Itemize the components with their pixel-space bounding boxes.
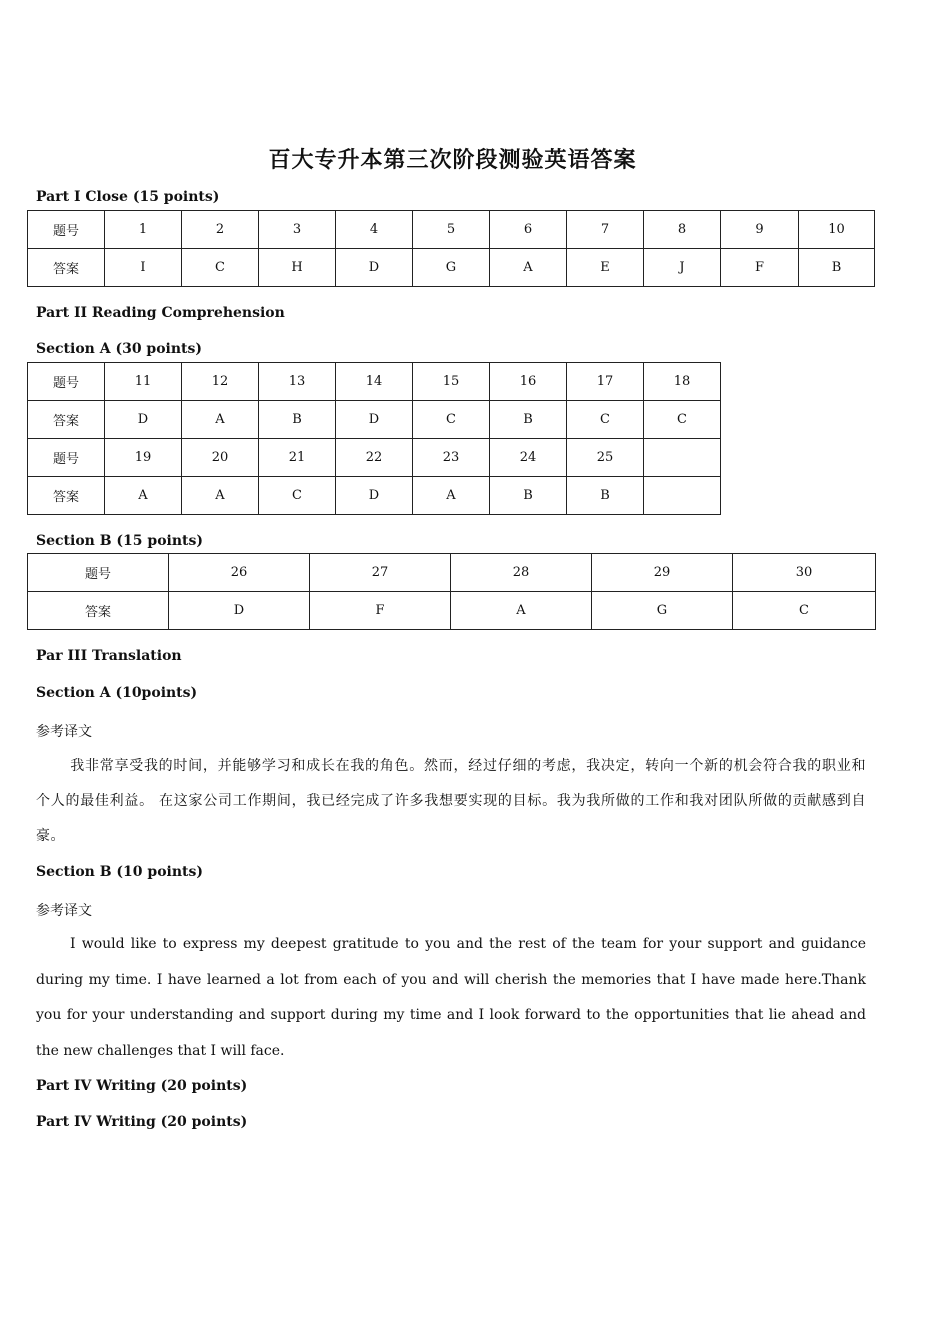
question-number: 19 (105, 439, 182, 477)
part1-answer-table (27, 210, 875, 287)
answer-cell: D (169, 592, 310, 630)
translation-english-text (36, 927, 866, 1069)
part2-sectionB-table (27, 553, 876, 630)
empty-cell (644, 439, 721, 477)
question-number: 8 (644, 211, 721, 249)
answer-cell: D (336, 249, 413, 287)
answer-cell: C (644, 401, 721, 439)
question-number: 28 (451, 554, 592, 592)
answer-cell: D (105, 401, 182, 439)
question-number: 11 (105, 363, 182, 401)
answer-cell: H (259, 249, 336, 287)
question-number: 10 (799, 211, 875, 249)
answer-cell: G (592, 592, 733, 630)
answer-cell: B (799, 249, 875, 287)
table-row-answers (28, 592, 876, 630)
table-row-answers (28, 401, 721, 439)
row-label: 答案 (28, 249, 105, 287)
answer-cell: J (644, 249, 721, 287)
question-number: 14 (336, 363, 413, 401)
answer-cell: G (413, 249, 490, 287)
answer-cell: D (336, 401, 413, 439)
question-number: 18 (644, 363, 721, 401)
row-label: 题号 (28, 211, 105, 249)
answer-cell: A (105, 477, 182, 515)
answer-cell: C (259, 477, 336, 515)
question-number: 21 (259, 439, 336, 477)
answer-cell: B (259, 401, 336, 439)
question-number: 9 (721, 211, 799, 249)
part3-heading: Par III Translation (36, 648, 182, 664)
answer-cell: D (336, 477, 413, 515)
translation-chinese-text (36, 749, 866, 854)
answer-cell: C (733, 592, 876, 630)
question-number: 17 (567, 363, 644, 401)
question-number: 3 (259, 211, 336, 249)
question-number: 15 (413, 363, 490, 401)
answer-cell: E (567, 249, 644, 287)
table-row-numbers (28, 439, 721, 477)
table-row-numbers (28, 554, 876, 592)
translation-english-body: I would like to express my deepest gratitude to you and the rest of the team for your support and guidance during my time. I have learned a lot from each of you and will cherish the memories that I have made here.Thank you for your understanding and support during my time and I look forward to the opportunities that lie ahead and the new challenges that I will face. (36, 936, 866, 1059)
answer-cell: A (490, 249, 567, 287)
question-number: 16 (490, 363, 567, 401)
question-number: 13 (259, 363, 336, 401)
table-row-answers (28, 249, 875, 287)
answer-cell: C (413, 401, 490, 439)
answer-cell: A (182, 477, 259, 515)
question-number: 2 (182, 211, 259, 249)
question-number: 22 (336, 439, 413, 477)
page-title: 百大专升本第三次阶段测验英语答案 (268, 147, 637, 173)
answer-cell: A (413, 477, 490, 515)
part2-sectionB-heading: Section B (15 points) (36, 533, 204, 549)
answer-cell: F (310, 592, 451, 630)
part4-heading-repeat: Part IV Writing (20 points) (36, 1114, 248, 1130)
part2-heading: Part II Reading Comprehension (36, 305, 285, 321)
translation-chinese-body: 我非常享受我的时间，并能够学习和成长在我的角色。然而，经过仔细的考虑，我决定，转向一个新的机会符合我的职业和个人的最佳利益。 在这家公司工作期间，我已经完成了许多我想要实现的目标。我为我所做的工作和我对团队所做的贡献感到自豪。 (36, 758, 866, 844)
answer-cell: B (490, 401, 567, 439)
question-number: 26 (169, 554, 310, 592)
question-number: 29 (592, 554, 733, 592)
question-number: 1 (105, 211, 182, 249)
empty-cell (644, 477, 721, 515)
row-label: 题号 (28, 439, 105, 477)
table-row-numbers (28, 363, 721, 401)
row-label: 题号 (28, 363, 105, 401)
answer-cell: A (182, 401, 259, 439)
answer-cell: C (182, 249, 259, 287)
question-number: 6 (490, 211, 567, 249)
answer-cell: B (567, 477, 644, 515)
question-number: 25 (567, 439, 644, 477)
question-number: 23 (413, 439, 490, 477)
reference-translation-label: 参考译文 (36, 724, 92, 740)
row-label: 答案 (28, 477, 105, 515)
question-number: 12 (182, 363, 259, 401)
question-number: 7 (567, 211, 644, 249)
answer-cell: F (721, 249, 799, 287)
answer-cell: C (567, 401, 644, 439)
answer-cell: B (490, 477, 567, 515)
question-number: 30 (733, 554, 876, 592)
row-label: 答案 (28, 592, 169, 630)
part3-sectionA-heading: Section A (10points) (36, 685, 198, 701)
row-label: 题号 (28, 554, 169, 592)
part4-heading: Part IV Writing (20 points) (36, 1078, 248, 1094)
answer-cell: A (451, 592, 592, 630)
question-number: 20 (182, 439, 259, 477)
part2-sectionA-table (27, 362, 721, 515)
answer-cell: I (105, 249, 182, 287)
row-label: 答案 (28, 401, 105, 439)
reference-translation-label: 参考译文 (36, 903, 92, 919)
question-number: 24 (490, 439, 567, 477)
question-number: 4 (336, 211, 413, 249)
table-row-answers (28, 477, 721, 515)
question-number: 5 (413, 211, 490, 249)
part3-sectionB-heading: Section B (10 points) (36, 864, 204, 880)
table-row-numbers (28, 211, 875, 249)
part1-heading: Part I Close (15 points) (36, 189, 220, 205)
part2-sectionA-heading: Section A (30 points) (36, 341, 203, 357)
question-number: 27 (310, 554, 451, 592)
